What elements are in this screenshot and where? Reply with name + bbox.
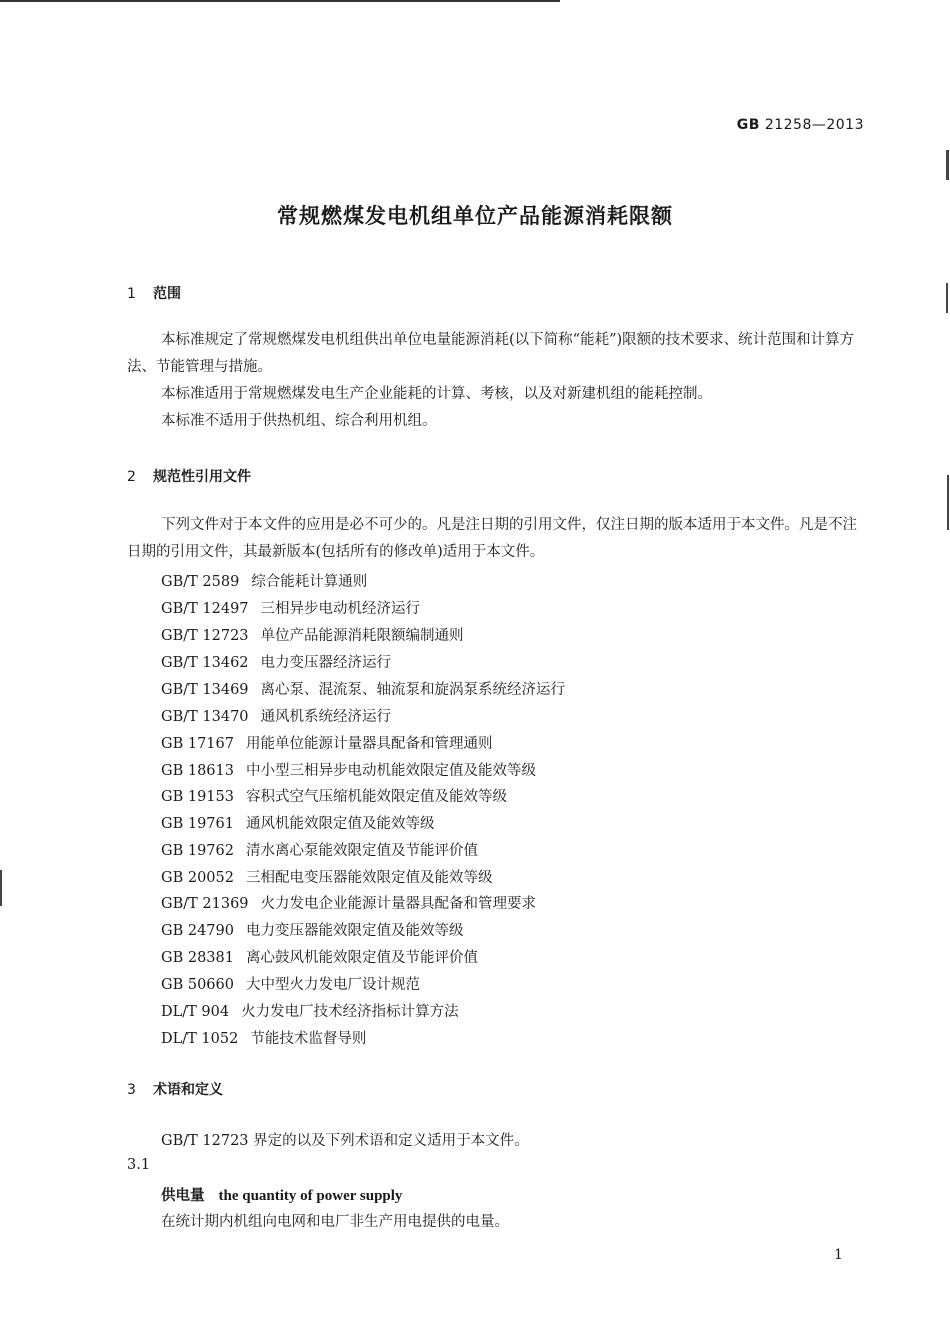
- reference-item: GB/T 2589 综合能耗计算通则: [161, 574, 368, 590]
- scan-edge-mark: [946, 283, 948, 313]
- document-title: 常规燃煤发电机组单位产品能源消耗限额: [277, 204, 673, 228]
- scan-edge-mark: [947, 475, 949, 530]
- reference-item: GB 17167 用能单位能源计量器具配备和管理通则: [161, 736, 493, 752]
- paragraph: 本标准适用于常规燃煤发电生产企业能耗的计算、考核，以及对新建机组的能耗控制。: [161, 386, 712, 402]
- reference-item: GB 50660 大中型火力发电厂设计规范: [161, 977, 420, 993]
- reference-item: GB 20052 三相配电变压器能效限定值及能效等级: [161, 870, 493, 886]
- section-heading-terms-definitions: 3 术语和定义: [127, 1082, 223, 1098]
- reference-item: GB/T 13470 通风机系统经济运行: [161, 709, 392, 725]
- reference-item: GB/T 12723 单位产品能源消耗限额编制通则: [161, 628, 464, 644]
- reference-item: GB/T 13462 电力变压器经济运行: [161, 655, 392, 671]
- reference-item: GB/T 13469 离心泵、混流泵、轴流泵和旋涡泵系统经济运行: [161, 682, 566, 698]
- paragraph: 本标准规定了常规燃煤发电机组供出单位电量能源消耗(以下简称“能耗”)限额的技术要求、统计范围和计算方法、节能管理与措施。: [127, 332, 855, 375]
- reference-item: GB 19761 通风机能效限定值及能效等级: [161, 816, 435, 832]
- page-number: 1: [834, 1247, 843, 1263]
- scan-edge-mark: [946, 150, 949, 180]
- standard-number: GB 21258—2013: [736, 117, 864, 133]
- section-heading-normative-references: 2 规范性引用文件: [127, 469, 251, 485]
- paragraph: 下列文件对于本文件的应用是必不可少的。凡是注日期的引用文件，仅注日期的版本适用于本文件。凡是不注日期的引用文件，其最新版本(包括所有的修改单)适用于本文件。: [127, 517, 857, 560]
- paragraph: GB/T 12723 界定的以及下列术语和定义适用于本文件。: [161, 1133, 529, 1149]
- reference-item: GB 18613 中小型三相异步电动机能效限定值及能效等级: [161, 763, 536, 779]
- reference-item: GB 19762 清水离心泵能效限定值及节能评价值: [161, 843, 478, 859]
- clause-number: 3.1: [127, 1157, 151, 1173]
- scan-edge-mark: [0, 870, 2, 906]
- reference-item: GB 19153 容积式空气压缩机能效限定值及能效等级: [161, 789, 507, 805]
- term-definition: 在统计期内机组向电网和电厂非生产用电提供的电量。: [161, 1214, 509, 1230]
- paragraph: 本标准不适用于供热机组、综合利用机组。: [161, 413, 437, 429]
- reference-item: GB/T 12497 三相异步电动机经济运行: [161, 601, 421, 617]
- term-entry: 供电量 the quantity of power supply: [161, 1187, 403, 1204]
- reference-item: DL/T 1052 节能技术监督导则: [161, 1031, 367, 1047]
- top-scan-rule: [0, 0, 560, 2]
- reference-item: GB 24790 电力变压器能效限定值及能效等级: [161, 923, 464, 939]
- reference-item: DL/T 904 火力发电厂技术经济指标计算方法: [161, 1004, 459, 1020]
- section-heading-scope: 1 范围: [127, 286, 181, 302]
- reference-item: GB 28381 离心鼓风机能效限定值及节能评价值: [161, 950, 478, 966]
- reference-item: GB/T 21369 火力发电企业能源计量器具配备和管理要求: [161, 896, 537, 912]
